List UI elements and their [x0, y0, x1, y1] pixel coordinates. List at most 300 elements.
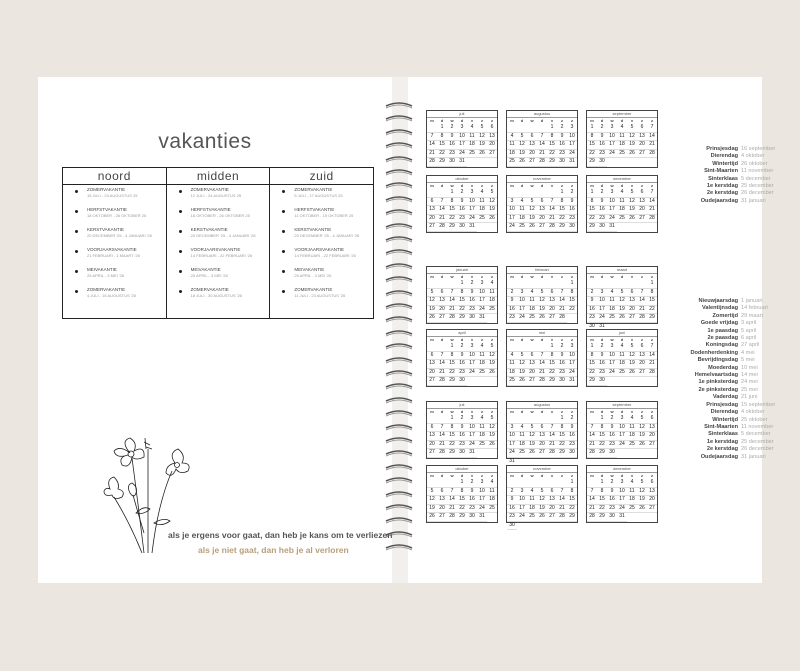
day-cell: 16 [597, 360, 607, 369]
day-cell: 16 [597, 206, 607, 215]
day-cell: 26 [627, 369, 637, 378]
day-cell: 12 [527, 432, 537, 441]
month-name: oktober [427, 176, 497, 183]
vacation-name: VOORJAARSVAKANTIE [87, 247, 137, 252]
weekday-label: z [561, 274, 563, 279]
weekday-label: w [530, 473, 534, 478]
day-cell: 29 [557, 449, 567, 458]
day-cell: 26 [527, 449, 537, 458]
holiday-row [675, 153, 791, 160]
weekday-label: m [430, 337, 434, 342]
vacation-dates: 5 JULI - 17 AUGUSTUS 25 [294, 193, 343, 198]
day-cell: 13 [427, 360, 437, 369]
spiral-ring [384, 205, 414, 215]
day-cell: 23 [507, 513, 517, 522]
holiday-date: 29 maart [741, 312, 764, 319]
day-cell: 19 [517, 150, 527, 159]
holiday-row [675, 146, 791, 153]
day-cell: 25 [487, 306, 497, 315]
month-name: juli [427, 402, 497, 409]
day-cell: 1 [447, 189, 457, 198]
day-cell: 17 [467, 206, 477, 215]
weekday-label: d [440, 337, 444, 342]
day-cell: 23 [457, 369, 467, 378]
day-cell: 16 [447, 141, 457, 150]
day-cell: 6 [637, 124, 647, 133]
day-cell: 26 [487, 369, 497, 378]
day-cell [587, 479, 597, 488]
day-cell: 17 [507, 215, 517, 224]
month-name: oktober [427, 466, 497, 473]
vacation-dates: 18 OKTOBER - 26 OKTOBER 25 [190, 213, 250, 218]
day-cell [427, 479, 437, 488]
holiday-name: 1e kerstdag [706, 438, 738, 445]
day-cell: 3 [607, 189, 617, 198]
day-cell: 22 [567, 306, 577, 315]
day-cell: 27 [637, 369, 647, 378]
weekday-label: d [620, 274, 624, 279]
day-cell: 1 [587, 189, 597, 198]
weekday-label: w [610, 473, 614, 478]
day-cell: 24 [517, 314, 527, 323]
day-cell: 17 [597, 306, 607, 315]
day-cell: 16 [507, 306, 517, 315]
weekday-label: m [510, 274, 514, 279]
weekday-label: v [470, 337, 474, 342]
weekday-label: m [590, 473, 594, 478]
day-cell [607, 280, 617, 289]
vacation-dates: 20 DECEMBER '25 - 4 JANUARI '26 [190, 233, 256, 238]
weekday-label: d [520, 118, 524, 123]
spiral-ring [384, 165, 414, 175]
spiral-ring [384, 192, 414, 202]
holiday-name: 1e paasdag [707, 327, 738, 334]
day-cell: 8 [437, 133, 447, 142]
spiral-ring [384, 540, 414, 550]
day-cell: 26 [637, 441, 647, 450]
vacation-dates: 15 JULI - 24 AUGUSTUS 25 [87, 193, 138, 198]
day-cell: 18 [527, 306, 537, 315]
holiday-row [675, 335, 791, 342]
weekday-label: z [641, 409, 643, 414]
weekday-label: m [430, 183, 434, 188]
day-cell: 31 [617, 513, 627, 522]
day-cell: 7 [537, 352, 547, 361]
day-cell: 5 [527, 198, 537, 207]
weekday-label: z [651, 473, 653, 478]
vacation-name: MEIVAKANTIE [190, 267, 221, 272]
spiral-ring [384, 406, 414, 416]
day-cell: 25 [467, 150, 477, 159]
day-cell: 12 [487, 198, 497, 207]
day-cell: 10 [607, 352, 617, 361]
vacation-dates: 25 APRIL - 3 MEI '26 [190, 273, 228, 278]
day-cell: 18 [527, 505, 537, 514]
weekday-label: v [470, 473, 474, 478]
day-cell: 11 [507, 141, 517, 150]
day-cell: 29 [447, 449, 457, 458]
vacation-item [167, 205, 270, 225]
day-cell: 20 [487, 141, 497, 150]
vacation-dates: 11 OKTOBER - 19 OKTOBER 25 [294, 213, 354, 218]
weekday-label: m [510, 183, 514, 188]
day-cell: 11 [627, 488, 637, 497]
day-cell: 11 [467, 133, 477, 142]
day-cell: 22 [647, 306, 657, 315]
day-cell: 12 [517, 360, 527, 369]
day-cell [427, 280, 437, 289]
holiday-name: Dodenherdenking [690, 349, 738, 356]
day-cell: 11 [617, 198, 627, 207]
day-cell: 27 [527, 158, 537, 167]
day-cell: 7 [437, 352, 447, 361]
day-cell: 26 [517, 158, 527, 167]
weekday-label: d [600, 183, 604, 188]
bullet [282, 290, 285, 293]
weekday-label: z [481, 409, 483, 414]
day-cell: 28 [437, 449, 447, 458]
day-cell: 5 [627, 343, 637, 352]
day-cell: 30 [447, 158, 457, 167]
holiday-date: 3 april [741, 320, 757, 327]
day-cell: 6 [437, 289, 447, 298]
vacation-item [63, 225, 166, 245]
day-cell: 16 [457, 360, 467, 369]
day-grid [427, 343, 497, 386]
month-name: december [587, 176, 657, 183]
holiday-row [675, 176, 791, 183]
holiday-date: 10 mei [741, 364, 758, 371]
day-cell: 9 [607, 488, 617, 497]
day-cell: 22 [457, 306, 467, 315]
day-cell: 26 [627, 215, 637, 224]
day-cell [507, 415, 517, 424]
day-cell: 23 [587, 314, 597, 323]
day-cell: 16 [467, 496, 477, 505]
holiday-row [675, 424, 791, 431]
day-cell: 26 [617, 314, 627, 323]
day-cell: 9 [467, 488, 477, 497]
holiday-date: 11 november [741, 423, 774, 430]
month-name: juli [427, 111, 497, 118]
weekday-label: w [450, 409, 454, 414]
day-cell: 23 [607, 505, 617, 514]
day-cell: 3 [517, 289, 527, 298]
day-cell: 11 [477, 424, 487, 433]
day-cell: 7 [437, 198, 447, 207]
day-cell: 31 [467, 223, 477, 232]
holiday-name: 2e kerstdag [706, 446, 738, 453]
weekday-label: w [530, 274, 534, 279]
vacation-dates: 25 APRIL - 3 MEI '26 [294, 273, 332, 278]
weekday-label: v [630, 473, 634, 478]
day-cell: 1 [457, 479, 467, 488]
day-cell: 10 [607, 198, 617, 207]
month-calendar-mei [506, 329, 578, 387]
day-cell: 2 [467, 280, 477, 289]
weekday-label: m [510, 118, 514, 123]
day-cell: 25 [517, 449, 527, 458]
day-cell: 13 [647, 488, 657, 497]
day-cell: 2 [557, 343, 567, 352]
page-title: vakanties [158, 130, 252, 153]
day-cell: 15 [567, 297, 577, 306]
day-cell: 3 [457, 124, 467, 133]
spiral-ring [384, 446, 414, 456]
bullet [75, 190, 78, 193]
day-cell: 24 [467, 215, 477, 224]
day-cell: 2 [467, 479, 477, 488]
day-cell: 26 [537, 513, 547, 522]
holiday-date: 26 december [741, 190, 774, 197]
weekday-label: v [550, 274, 554, 279]
day-cell: 5 [527, 424, 537, 433]
day-cell: 8 [547, 352, 557, 361]
month-name: april [427, 330, 497, 337]
day-cell: 14 [647, 198, 657, 207]
holiday-name: Moederdag [708, 364, 738, 371]
day-cell: 6 [627, 289, 637, 298]
month-calendar-februari [506, 266, 578, 324]
day-cell: 24 [517, 513, 527, 522]
day-cell: 7 [447, 289, 457, 298]
day-cell: 12 [637, 424, 647, 433]
holiday-date: 6 april [741, 335, 757, 342]
holiday-name: Prinsjesdag [706, 401, 738, 408]
weekday-label: z [641, 183, 643, 188]
holiday-date: 4 oktober [741, 409, 765, 416]
month-calendar-januari [426, 266, 498, 324]
day-cell: 13 [487, 133, 497, 142]
month-calendar-december [586, 175, 658, 233]
day-cell: 14 [587, 496, 597, 505]
vacation-name: ZOMERVAKANTIE [190, 187, 229, 192]
day-cell: 26 [477, 150, 487, 159]
day-cell: 20 [637, 141, 647, 150]
vacation-dates: 4 JULI - 16 AUGUSTUS '26 [87, 293, 137, 298]
day-cell: 21 [637, 306, 647, 315]
day-grid [507, 343, 577, 386]
day-cell: 7 [557, 289, 567, 298]
day-cell [617, 280, 627, 289]
bullet [179, 190, 182, 193]
day-cell: 14 [537, 141, 547, 150]
day-cell: 20 [647, 496, 657, 505]
day-cell: 12 [537, 496, 547, 505]
region-header: midden [167, 168, 270, 185]
holiday-row [675, 417, 791, 424]
weekday-label: d [540, 337, 544, 342]
weekday-label: v [630, 118, 634, 123]
day-cell: 15 [547, 141, 557, 150]
day-cell: 15 [547, 360, 557, 369]
day-cell: 20 [627, 306, 637, 315]
day-cell [557, 280, 567, 289]
day-cell: 4 [527, 289, 537, 298]
day-cell: 1 [567, 479, 577, 488]
day-cell: 3 [617, 415, 627, 424]
day-cell: 12 [487, 352, 497, 361]
day-cell: 19 [487, 360, 497, 369]
weekday-label: d [540, 118, 544, 123]
day-cell: 7 [547, 424, 557, 433]
day-cell: 14 [447, 496, 457, 505]
day-cell: 6 [547, 289, 557, 298]
weekday-label: w [450, 473, 454, 478]
day-grid [507, 415, 577, 466]
day-cell: 3 [467, 343, 477, 352]
day-grid [507, 124, 577, 167]
holiday-date: 15 september [741, 401, 776, 408]
day-cell: 1 [587, 343, 597, 352]
weekday-label: d [460, 183, 464, 188]
day-cell: 24 [567, 369, 577, 378]
day-cell: 2 [457, 415, 467, 424]
holiday-row [675, 198, 791, 205]
day-grid [427, 415, 497, 458]
vacation-name: HERFSTVAKANTIE [190, 207, 231, 212]
weekday-label: d [620, 409, 624, 414]
day-cell: 4 [627, 479, 637, 488]
day-cell: 8 [567, 289, 577, 298]
day-cell: 9 [507, 297, 517, 306]
month-calendar-december [586, 465, 658, 523]
spiral-ring [384, 111, 414, 121]
day-cell: 18 [477, 360, 487, 369]
weekday-label: z [571, 118, 573, 123]
day-cell: 21 [437, 441, 447, 450]
day-cell: 14 [437, 360, 447, 369]
holiday-list-top [675, 146, 791, 205]
day-cell: 5 [487, 415, 497, 424]
holiday-date: 25 mei [741, 386, 758, 393]
day-cell: 11 [617, 352, 627, 361]
day-cell: 23 [607, 441, 617, 450]
day-cell: 17 [607, 141, 617, 150]
day-cell: 18 [617, 206, 627, 215]
vacation-name: ZOMERVAKANTIE [190, 287, 229, 292]
day-cell: 23 [467, 306, 477, 315]
day-cell: 30 [457, 449, 467, 458]
weekday-label: d [460, 337, 464, 342]
weekday-label: d [620, 118, 624, 123]
spiral-ring [384, 125, 414, 135]
holiday-name: Bevrijdingsdag [697, 357, 738, 364]
vacation-table [62, 167, 374, 319]
day-cell: 22 [567, 505, 577, 514]
day-cell: 2 [597, 343, 607, 352]
day-cell: 3 [597, 289, 607, 298]
day-cell: 20 [437, 306, 447, 315]
day-cell: 6 [427, 198, 437, 207]
month-calendar-april [426, 329, 498, 387]
day-cell: 29 [597, 513, 607, 522]
weekday-label: z [561, 183, 563, 188]
weekday-label: w [610, 274, 614, 279]
quote-line-2: als je niet gaat, dan heb je al verloren [198, 545, 349, 555]
day-cell: 4 [607, 289, 617, 298]
day-cell: 11 [517, 206, 527, 215]
weekday-label: w [530, 183, 534, 188]
day-grid [507, 479, 577, 530]
day-cell: 7 [547, 198, 557, 207]
holiday-row [675, 183, 791, 190]
day-cell: 26 [527, 223, 537, 232]
day-cell: 21 [437, 215, 447, 224]
day-cell: 15 [447, 206, 457, 215]
spiral-ring [384, 219, 414, 229]
day-cell [427, 124, 437, 133]
holiday-date: 25 oktober [741, 416, 768, 423]
day-cell [547, 280, 557, 289]
day-cell: 11 [507, 360, 517, 369]
holiday-row [675, 190, 791, 197]
day-cell: 19 [427, 505, 437, 514]
month-name: november [507, 466, 577, 473]
weekday-label: z [651, 274, 653, 279]
holiday-date: 26 oktober [741, 160, 768, 167]
day-cell: 12 [627, 352, 637, 361]
day-cell: 15 [457, 297, 467, 306]
holiday-row [675, 372, 791, 379]
weekday-label: m [590, 274, 594, 279]
day-cell: 6 [427, 352, 437, 361]
holiday-name: Dierendag [710, 153, 738, 160]
day-grid [507, 189, 577, 232]
holiday-row [675, 357, 791, 364]
month-name: september [587, 111, 657, 118]
day-cell: 6 [527, 133, 537, 142]
holiday-name: Sint-Maarten [704, 168, 738, 175]
day-cell: 29 [457, 513, 467, 522]
weekday-label: z [491, 409, 493, 414]
day-cell: 13 [547, 496, 557, 505]
day-cell: 24 [477, 306, 487, 315]
day-cell: 21 [537, 369, 547, 378]
day-cell: 31 [477, 314, 487, 323]
day-cell: 1 [597, 479, 607, 488]
day-cell: 27 [527, 377, 537, 386]
month-calendar-november [506, 175, 578, 233]
spiral-ring [384, 353, 414, 363]
day-cell: 29 [587, 158, 597, 167]
day-cell: 1 [597, 415, 607, 424]
day-cell: 12 [537, 297, 547, 306]
day-cell [437, 479, 447, 488]
day-cell: 6 [637, 189, 647, 198]
day-cell: 16 [567, 206, 577, 215]
day-cell: 17 [617, 496, 627, 505]
day-cell [427, 189, 437, 198]
day-cell: 27 [427, 449, 437, 458]
holiday-date: 25 december [741, 183, 774, 190]
day-cell: 26 [487, 215, 497, 224]
day-cell: 5 [627, 189, 637, 198]
day-cell: 27 [637, 215, 647, 224]
day-cell: 9 [447, 133, 457, 142]
day-cell: 19 [617, 306, 627, 315]
day-cell: 7 [587, 424, 597, 433]
day-cell: 30 [557, 377, 567, 386]
spiral-ring [384, 339, 414, 349]
day-cell: 1 [547, 343, 557, 352]
month-calendar-september [586, 401, 658, 459]
weekday-label: d [520, 274, 524, 279]
day-cell: 16 [607, 432, 617, 441]
day-cell: 1 [557, 415, 567, 424]
weekday-label: z [561, 409, 563, 414]
day-cell [517, 479, 527, 488]
